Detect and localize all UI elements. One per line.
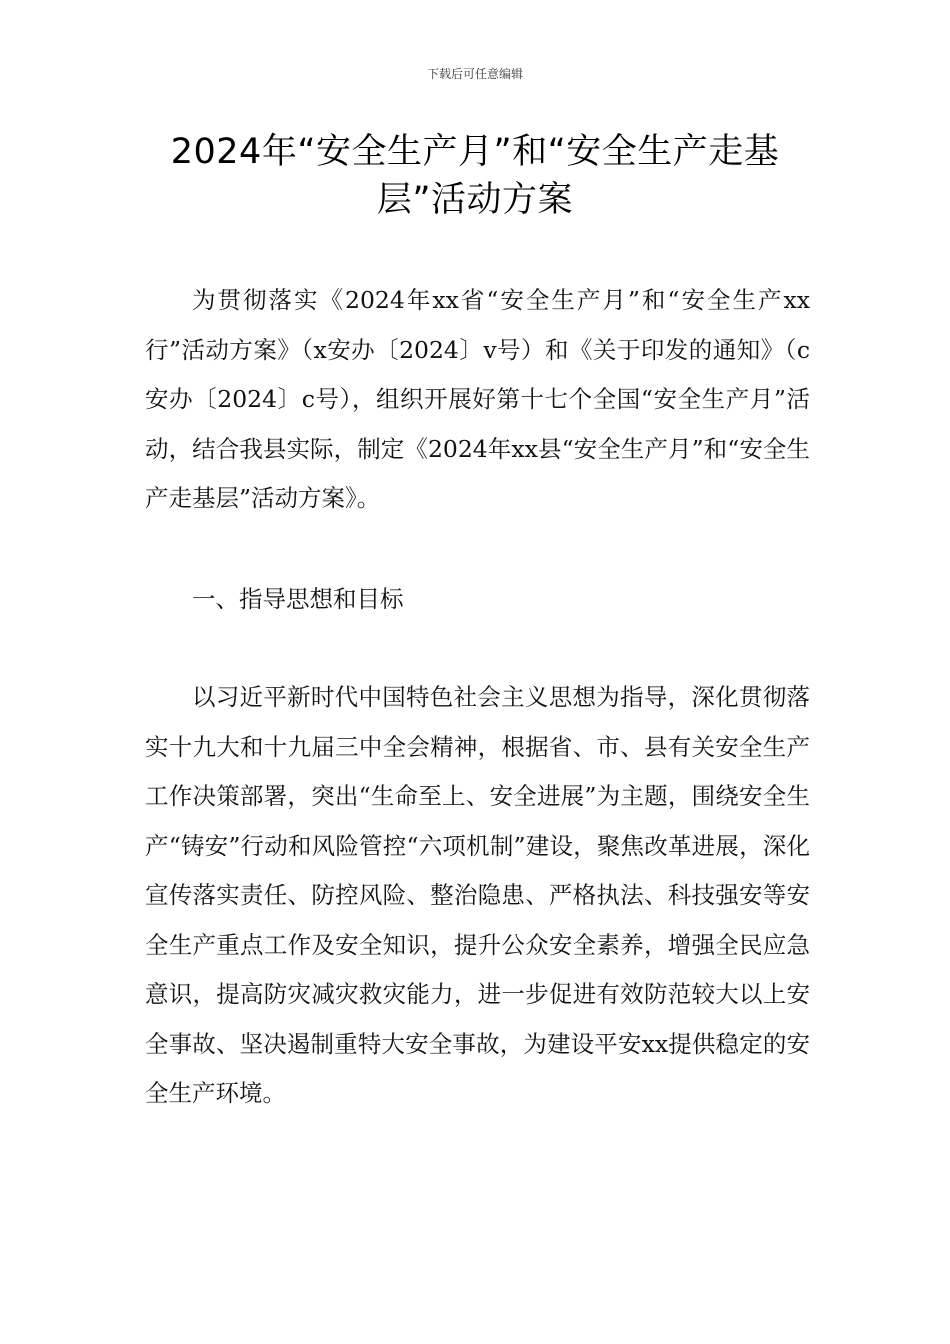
document-title-line-1: 2024年“安全生产月”和“安全生产走基 <box>170 132 780 172</box>
intro-paragraph: 为贯彻落实《2024年xx省“安全生产月”和“安全生产xx行”活动方案》（x安办〔2024〕v号）和《关于印发的通知》（c安办〔2024〕c号），组织开展好第十七个全国“安全生产月”活动，结合我县实际，制定《2024年xx县“安全生产月”和“安全生产走基层”活动方案》。 <box>145 286 810 512</box>
header-note: 下载后可任意编辑 <box>426 67 523 81</box>
document-title-line-2: 层”活动方案 <box>376 180 574 220</box>
document-title <box>120 128 830 224</box>
section-paragraph-guiding-ideology: 以习近平新时代中国特色社会主义思想为指导，深化贯彻落实十九大和十九届三中全会精神，根据省、市、县有关安全生产工作决策部署，突出“生命至上、安全进展”为主题，围绕安全生产“铸安”行动和风险管控“六项机制”建设，聚焦改革进展，深化宣传落实责任、防控风险、整治隐患、严格执法、科技强安等安全生产重点工作及安全知识，提升公众安全素养，增强全民应急意识，提高防灾减灾救灾能力，进一步促进有效防范较大以上安全事故、坚决遏制重特大安全事故，为建设平安xx提供稳定的安全生产环境。 <box>145 683 810 1107</box>
section-heading-guiding-ideology: 一、指导思想和目标 <box>192 585 404 613</box>
